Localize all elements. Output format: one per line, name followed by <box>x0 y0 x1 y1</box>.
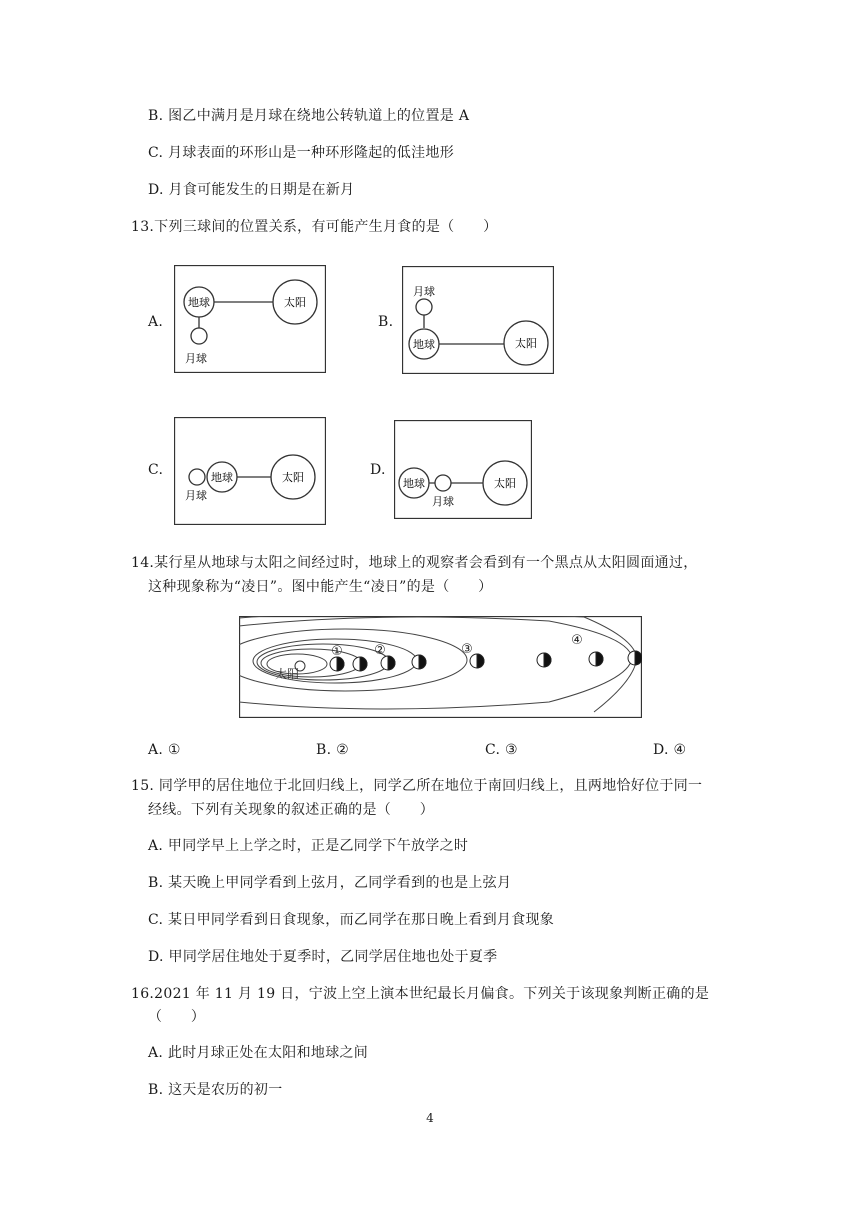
moon-circle <box>416 299 432 315</box>
q14-stem-line2: 这种现象称为“凌日”。图中能产生“凌日”的是（ ） <box>148 579 493 595</box>
planet-3 <box>381 656 395 670</box>
q14-orbit-diagram <box>239 616 642 718</box>
moon-label: 月球 <box>413 285 435 298</box>
page-number: 4 <box>426 1111 434 1125</box>
marker-1: ① <box>331 644 343 659</box>
q13-diagram-d <box>394 420 532 519</box>
q14-option-b: B. ② <box>316 742 349 758</box>
q13-stem: 13.下列三球间的位置关系，有可能产生月食的是（ ） <box>131 219 498 235</box>
earth-label: 地球 <box>211 471 233 484</box>
q16-stem-line2: （ ） <box>148 1009 206 1025</box>
sun-label: 太阳 <box>284 296 306 309</box>
planet-4 <box>412 655 426 669</box>
planet-8 <box>628 651 642 665</box>
q14-stem-line1: 14.某行星从地球与太阳之间经过时，地球上的观察者会看到有一个黑点从太阳圆面通过， <box>131 555 698 571</box>
q12-option-b: B. 图乙中满月是月球在绕地公转轨道上的位置是 A <box>148 108 470 124</box>
q15-option-b: B. 某天晚上甲同学看到上弦月，乙同学看到的也是上弦月 <box>148 875 512 891</box>
marker-4: ④ <box>571 633 583 648</box>
moon-circle <box>435 475 451 491</box>
q13-diagram-a <box>174 265 326 373</box>
planet-6 <box>537 653 551 667</box>
q12-option-d: D. 月食可能发生的日期是在新月 <box>148 182 355 198</box>
planet-2 <box>353 657 367 671</box>
earth-label: 地球 <box>188 296 210 309</box>
q14-option-a: A. ① <box>148 742 181 758</box>
earth-label: 地球 <box>413 338 435 351</box>
q13-diagram-c <box>174 417 326 525</box>
q16-stem-line1: 16.2021 年 11 月 19 日，宁波上空上演本世纪最长月偏食。下列关于该现象判断正确的是 <box>131 986 710 1002</box>
sun-label: 太阳 <box>282 471 304 484</box>
q14-option-c: C. ③ <box>485 742 518 758</box>
marker-3: ③ <box>461 642 473 657</box>
moon-label: 月球 <box>185 489 207 502</box>
marker-2: ② <box>374 643 386 658</box>
q16-option-b: B. 这天是农历的初一 <box>148 1082 283 1098</box>
q13-label-a: A. <box>148 314 164 330</box>
q14-option-d: D. ④ <box>653 742 687 758</box>
earth-label: 地球 <box>403 477 425 490</box>
planet-1 <box>330 657 344 671</box>
planet-7 <box>589 652 603 666</box>
q15-option-d: D. 甲同学居住地处于夏季时，乙同学居住地也处于夏季 <box>148 949 498 965</box>
q15-option-a: A. 甲同学早上上学之时，正是乙同学下午放学之时 <box>148 838 469 854</box>
moon-circle <box>191 328 207 344</box>
sun-label: 太阳 <box>494 477 516 490</box>
q15-option-c: C. 某日甲同学看到日食现象，而乙同学在那日晚上看到月食现象 <box>148 912 555 928</box>
sun-label: 太阳 <box>274 667 300 681</box>
q12-option-c: C. 月球表面的环形山是一种环形隆起的低洼地形 <box>148 145 455 161</box>
q13-label-b: B. <box>378 314 394 330</box>
sun-label: 太阳 <box>515 337 537 350</box>
q15-stem-line2: 经线。下列有关现象的叙述正确的是（ ） <box>148 802 434 818</box>
moon-label: 月球 <box>432 495 454 508</box>
q13-label-d: D. <box>370 462 386 478</box>
q16-option-a: A. 此时月球正处在太阳和地球之间 <box>148 1045 369 1061</box>
moon-circle <box>189 469 205 485</box>
q15-stem-line1: 15. 同学甲的居住地位于北回归线上，同学乙所在地位于南回归线上，且两地恰好位于同一 <box>131 778 703 794</box>
q13-label-c: C. <box>148 462 164 478</box>
moon-label: 月球 <box>185 352 207 365</box>
q13-diagram-b <box>402 266 554 374</box>
